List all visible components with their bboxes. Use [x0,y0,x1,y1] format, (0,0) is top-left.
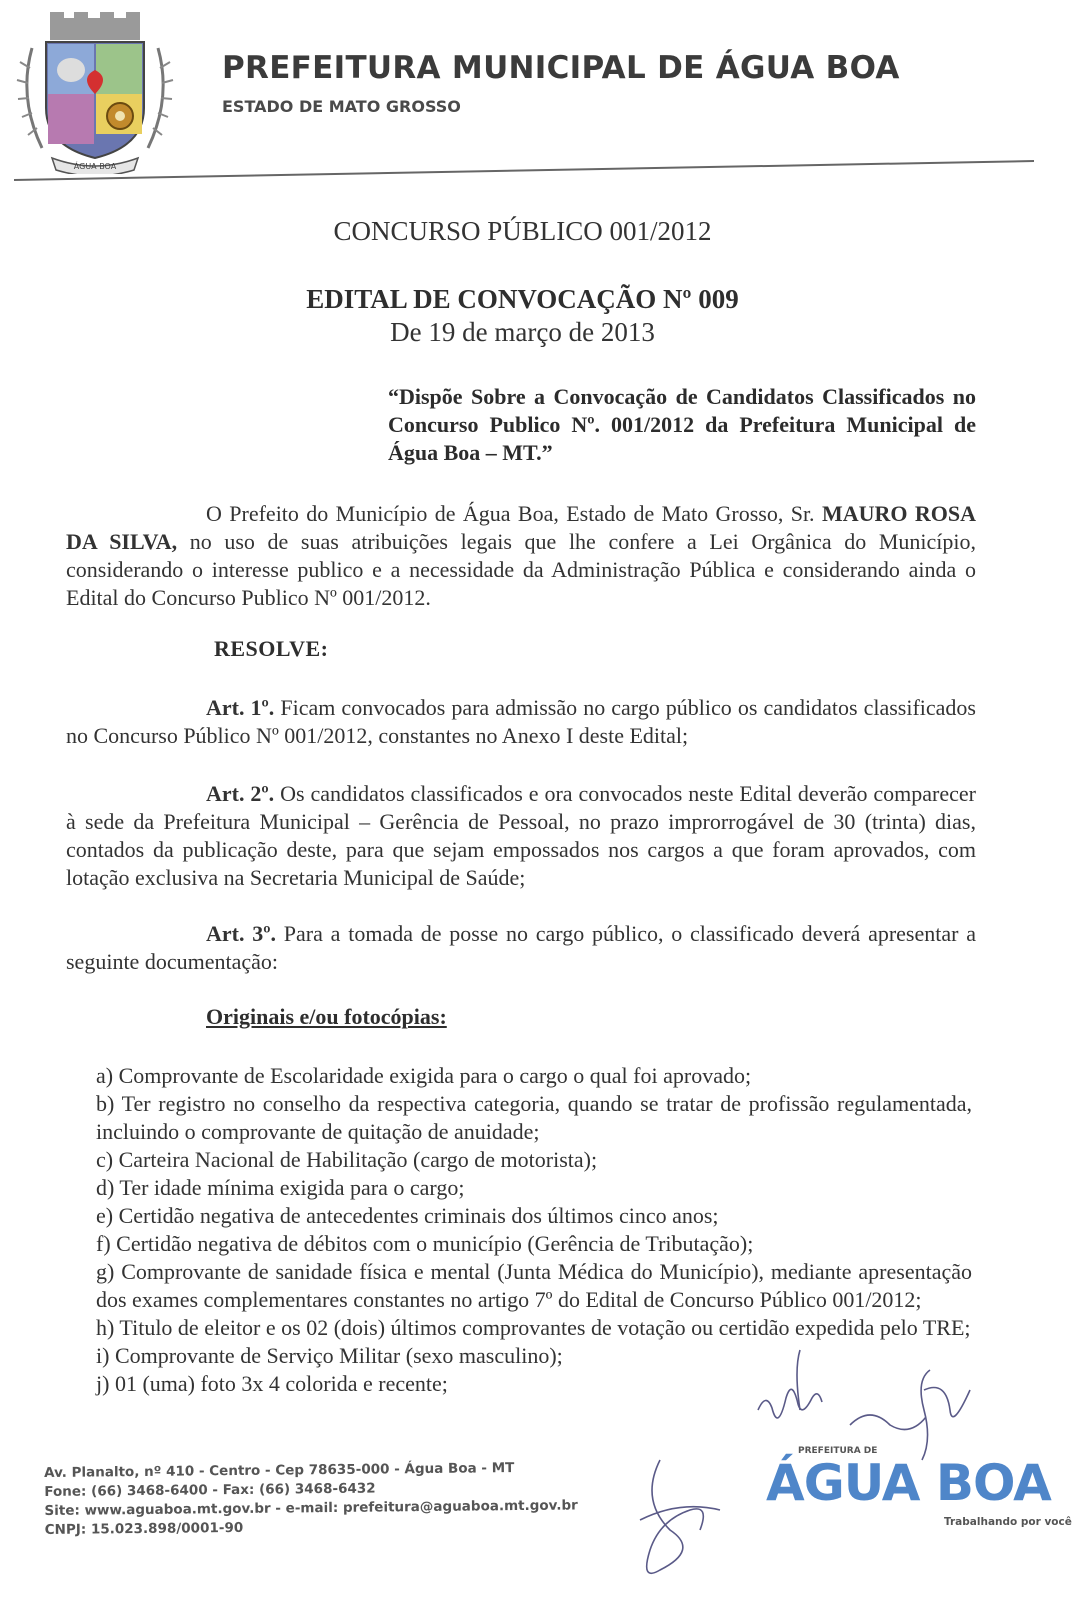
list-item: e) Certidão negativa de antecedentes criminais dos últimos cinco anos; [96,1203,719,1228]
logo-tagline: Trabalhando por você [944,1516,1072,1528]
article-2-text: Os candidatos classificados e ora convocados neste Edital deverão comparecer à sede da Prefeitura Municipal – Gerência de Pessoal, no prazo improrrogável de 30 (trinta) dias, contados da publicação deste, para que sejam empossados nos cargos a que foram aprovados, com lotação exclusiva na Secretaria Municipal de Saúde; [66,781,976,890]
list-item: b) Ter registro no conselho da respectiva categoria, quando se tratar de profissão regulamentada, incluindo o comprovante de quitação de anuidade; [96,1091,972,1144]
list-item: g) Comprovante de sanidade física e mental (Junta Médica do Município), mediante apresentação dos exames complementares constantes no artigo 7º do Edital de Concurso Público 001/2012; [96,1259,972,1312]
footer-cnpj: CNPJ: 15.023.898/0001-90 [44,1519,244,1538]
documents-heading: Originais e/ou fotocópias: [206,1004,447,1029]
list-item: a) Comprovante de Escolaridade exigida para o cargo o qual foi aprovado; [96,1063,752,1088]
list-item: d) Ter idade mínima exigida para o cargo; [96,1175,465,1200]
mayor-name: MAURO ROSA DA SILVA, [66,501,977,554]
list-item: h) Titulo de eleitor e os 02 (dois) últimos comprovantes de votação ou certidão expedida pelo TRE; [96,1315,971,1340]
preamble-text-start: O Prefeito do Município de Água Boa, Estado de Mato Grosso, Sr. [206,501,822,526]
edital-date: De 19 de março de 2013 [390,317,655,347]
article-3-label: Art. 3º. [206,921,277,946]
letterhead [0,0,1089,190]
agua-boa-logo [762,1446,1072,1530]
municipal-coat-of-arms-icon [12,8,178,174]
header-divider [14,160,1034,182]
article-2-label: Art. 2º. [206,781,275,806]
article-3-text: Para a tomada de posse no cargo público, o classificado deverá apresentar a seguinte documentação: [66,921,976,974]
article-3 [66,920,976,976]
footer-site: Site: www.aguaboa.mt.gov.br - e-mail: prefeitura@aguaboa.mt.gov.br [44,1497,578,1519]
organization-state: ESTADO DE MATO GROSSO [222,97,461,116]
edital-title: EDITAL DE CONVOCAÇÃO Nº 009 [306,284,739,314]
crest-ribbon-label: ÁGUA BOA [73,162,117,171]
organization-name: PREFEITURA MUNICIPAL DE ÁGUA BOA [222,50,900,86]
preamble-paragraph [66,500,976,612]
logo-name: ÁGUA BOA [766,1454,1051,1512]
article-1-text: Ficam convocados para admissão no cargo público os candidatos classificados no Concurso Público Nº 001/2012, constantes no Anexo I deste Edital; [66,695,976,748]
list-item: f) Certidão negativa de débitos com o município (Gerência de Tributação); [96,1231,754,1256]
logo-prefix: PREFEITURA DE [798,1446,878,1456]
article-1 [66,694,976,750]
preamble-text-end: no uso de suas atribuições legais que lhe confere a Lei Orgânica do Município, considerando o interesse publico e a necessidade da Administração Pública e considerando ainda o Edital do Concurso Publico Nº 001/2012. [66,529,977,610]
ementa-summary: “Dispõe Sobre a Convocação de Candidatos Classificados no Concurso Publico Nº. 001/2012 da Prefeitura Municipal de Água Boa – MT.” [388,384,976,465]
contest-title: CONCURSO PÚBLICO 001/2012 [333,216,712,246]
list-item: c) Carteira Nacional de Habilitação (cargo de motorista); [96,1147,598,1172]
footer-contact [44,1458,578,1540]
footer-address: Av. Planalto, nº 410 - Centro - Cep 78635-000 - Água Boa - MT [44,1460,515,1481]
article-2 [66,780,976,892]
resolve-heading: RESOLVE: [214,636,329,661]
list-item: i) Comprovante de Serviço Militar (sexo masculino); [96,1343,563,1368]
footer-phone: Fone: (66) 3468-6400 - Fax: (66) 3468-6432 [44,1480,376,1500]
article-1-label: Art. 1º. [206,695,275,720]
list-item: j) 01 (uma) foto 3x 4 colorida e recente; [96,1371,448,1396]
